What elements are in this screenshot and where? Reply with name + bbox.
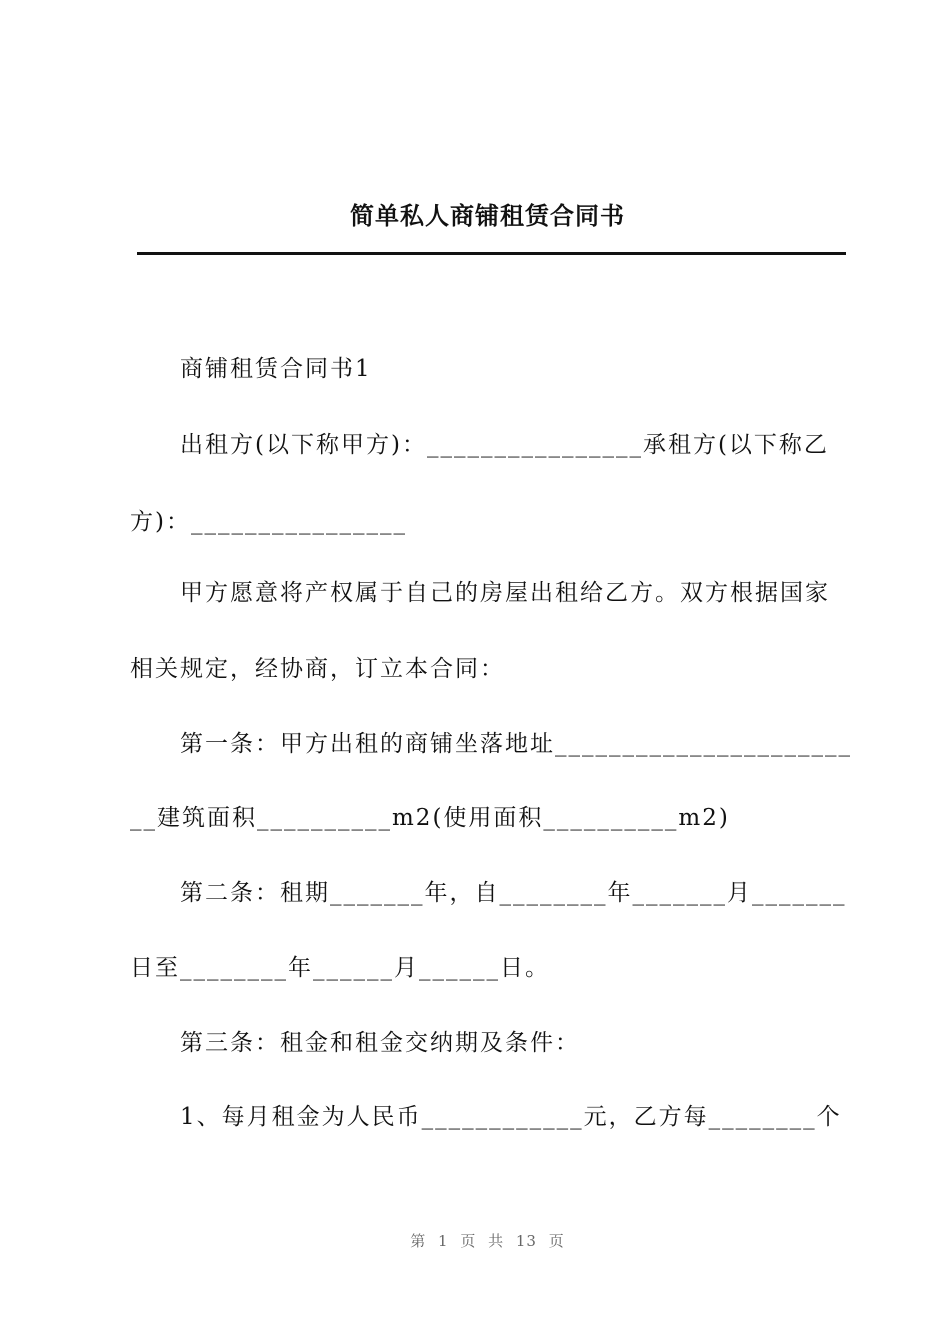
section-heading: 商铺租赁合同书1: [180, 356, 372, 382]
paragraph-line: 甲方愿意将产权属于自己的房屋出租给乙方。双方根据国家: [180, 580, 830, 606]
paragraph-line: 日至________年______月______日。: [130, 955, 550, 981]
paragraph-line: 第二条：租期_______年，自________年_______月_______: [180, 880, 847, 906]
paragraph-line: 相关规定，经协商，订立本合同：: [130, 656, 505, 682]
title-underline: [137, 252, 846, 255]
paragraph-line: 出租方(以下称甲方)：________________承租方(以下称乙: [180, 432, 829, 458]
paragraph-line: 1、每月租金为人民币____________元，乙方每________个: [180, 1104, 842, 1130]
paragraph-line: 第三条：租金和租金交纳期及条件：: [180, 1030, 580, 1056]
page-number-footer: 第 1 页 共 13 页: [410, 1232, 565, 1250]
paragraph-line: __建筑面积__________m2(使用面积__________m2): [130, 805, 730, 831]
document-title: 简单私人商铺租赁合同书: [350, 202, 625, 230]
paragraph-line: 方)：________________: [130, 509, 407, 535]
paragraph-line: 第一条：甲方出租的商铺坐落地址______________________: [180, 731, 852, 757]
